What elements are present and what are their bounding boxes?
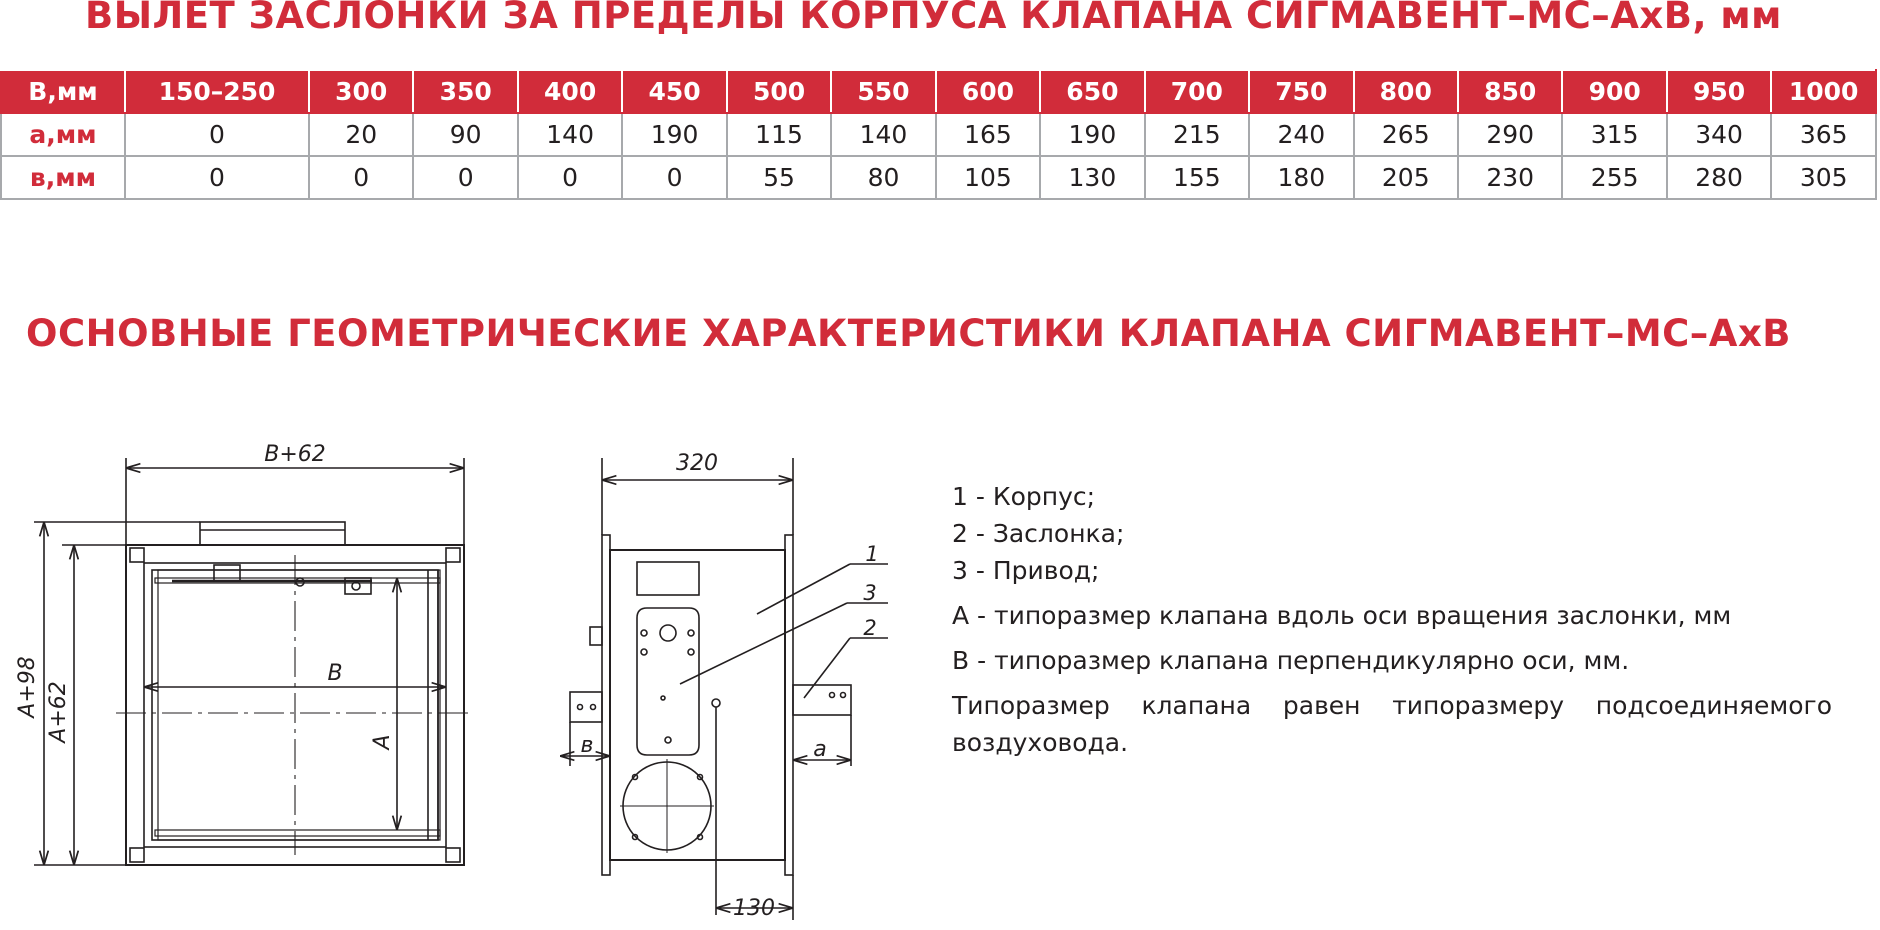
table-header-row (1, 70, 1876, 113)
table-cell: 340 (1667, 113, 1771, 156)
table-cell: 0 (413, 156, 517, 199)
table-row (1, 113, 1876, 156)
table-cell: 0 (125, 156, 309, 199)
header-cell: 750 (1249, 70, 1353, 113)
callout-2: 2 (863, 616, 877, 640)
legend-item-actuator: 3 - Привод; (952, 556, 1100, 585)
legend-item-damper: 2 - Заслонка; (952, 519, 1125, 548)
header-cell: 650 (1040, 70, 1144, 113)
dim-height-total: A+62 (46, 681, 71, 743)
table-row (1, 156, 1876, 199)
table-cell: 165 (936, 113, 1040, 156)
table-cell: 365 (1771, 113, 1876, 156)
table-cell: 255 (1562, 156, 1666, 199)
dim-a: a (813, 737, 827, 762)
row-label: a,мм (1, 113, 125, 156)
header-cell: 450 (622, 70, 726, 113)
legend-item-body: 1 - Корпус; (952, 482, 1096, 511)
table-cell: 0 (518, 156, 622, 199)
table-cell: 0 (622, 156, 726, 199)
legend (952, 478, 1832, 761)
header-cell: 900 (1562, 70, 1666, 113)
table-cell: 0 (309, 156, 413, 199)
table-cell: 140 (831, 113, 935, 156)
page-title: ВЫЛЕТ ЗАСЛОНКИ ЗА ПРЕДЕЛЫ КОРПУСА КЛАПАНА СИГМАВЕНТ–МС–АхВ, мм (85, 0, 1782, 37)
table-cell: 0 (125, 113, 309, 156)
dim-height-inner: A (370, 734, 395, 750)
table-cell: 105 (936, 156, 1040, 199)
callout-3: 3 (863, 581, 877, 605)
dim-height-outer: A+98 (15, 656, 40, 718)
dim-width-inner: B (327, 661, 343, 686)
table-cell: 20 (309, 113, 413, 156)
header-cell: 350 (413, 70, 517, 113)
table-cell: 305 (1771, 156, 1876, 199)
callout-1: 1 (865, 542, 879, 566)
table-cell: 215 (1145, 113, 1249, 156)
dim-depth: 320 (676, 451, 718, 476)
header-cell: 150–250 (125, 70, 309, 113)
header-cell: 700 (1145, 70, 1249, 113)
header-cell: 300 (309, 70, 413, 113)
dim-width-total: B+62 (264, 442, 326, 467)
dim-b: в (580, 733, 594, 758)
legend-note: Типоразмер клапана равен типоразмеру подсоединяемого воздуховода. (952, 691, 1832, 757)
header-cell: 800 (1354, 70, 1458, 113)
table-cell: 205 (1354, 156, 1458, 199)
table-cell: 190 (622, 113, 726, 156)
table-cell: 130 (1040, 156, 1144, 199)
table-cell: 180 (1249, 156, 1353, 199)
legend-b-definition: В - типоразмер клапана перпендикулярно оси, мм. (952, 646, 1630, 675)
side-view-drawing (560, 440, 920, 930)
table-cell: 90 (413, 113, 517, 156)
header-cell: 1000 (1771, 70, 1876, 113)
section-title: ОСНОВНЫЕ ГЕОМЕТРИЧЕСКИЕ ХАРАКТЕРИСТИКИ КЛАПАНА СИГМАВЕНТ–МС–АхВ (26, 312, 1792, 355)
header-cell: 950 (1667, 70, 1771, 113)
table-cell: 265 (1354, 113, 1458, 156)
header-cell: 400 (518, 70, 622, 113)
header-label: B,мм (1, 70, 125, 113)
table-cell: 240 (1249, 113, 1353, 156)
table-cell: 55 (727, 156, 831, 199)
header-cell: 550 (831, 70, 935, 113)
table-cell: 155 (1145, 156, 1249, 199)
table-cell: 80 (831, 156, 935, 199)
table-cell: 140 (518, 113, 622, 156)
table-cell: 315 (1562, 113, 1666, 156)
header-cell: 850 (1458, 70, 1562, 113)
row-label: в,мм (1, 156, 125, 199)
table-cell: 280 (1667, 156, 1771, 199)
header-cell: 600 (936, 70, 1040, 113)
table-cell: 290 (1458, 113, 1562, 156)
legend-a-definition: А - типоразмер клапана вдоль оси вращения заслонки, мм (952, 601, 1732, 630)
header-cell: 500 (727, 70, 831, 113)
flap-overhang-table (0, 69, 1877, 200)
table-cell: 115 (727, 113, 831, 156)
dim-offset: 130 (733, 896, 775, 921)
table-cell: 190 (1040, 113, 1144, 156)
front-view-drawing (0, 430, 500, 910)
table-cell: 230 (1458, 156, 1562, 199)
